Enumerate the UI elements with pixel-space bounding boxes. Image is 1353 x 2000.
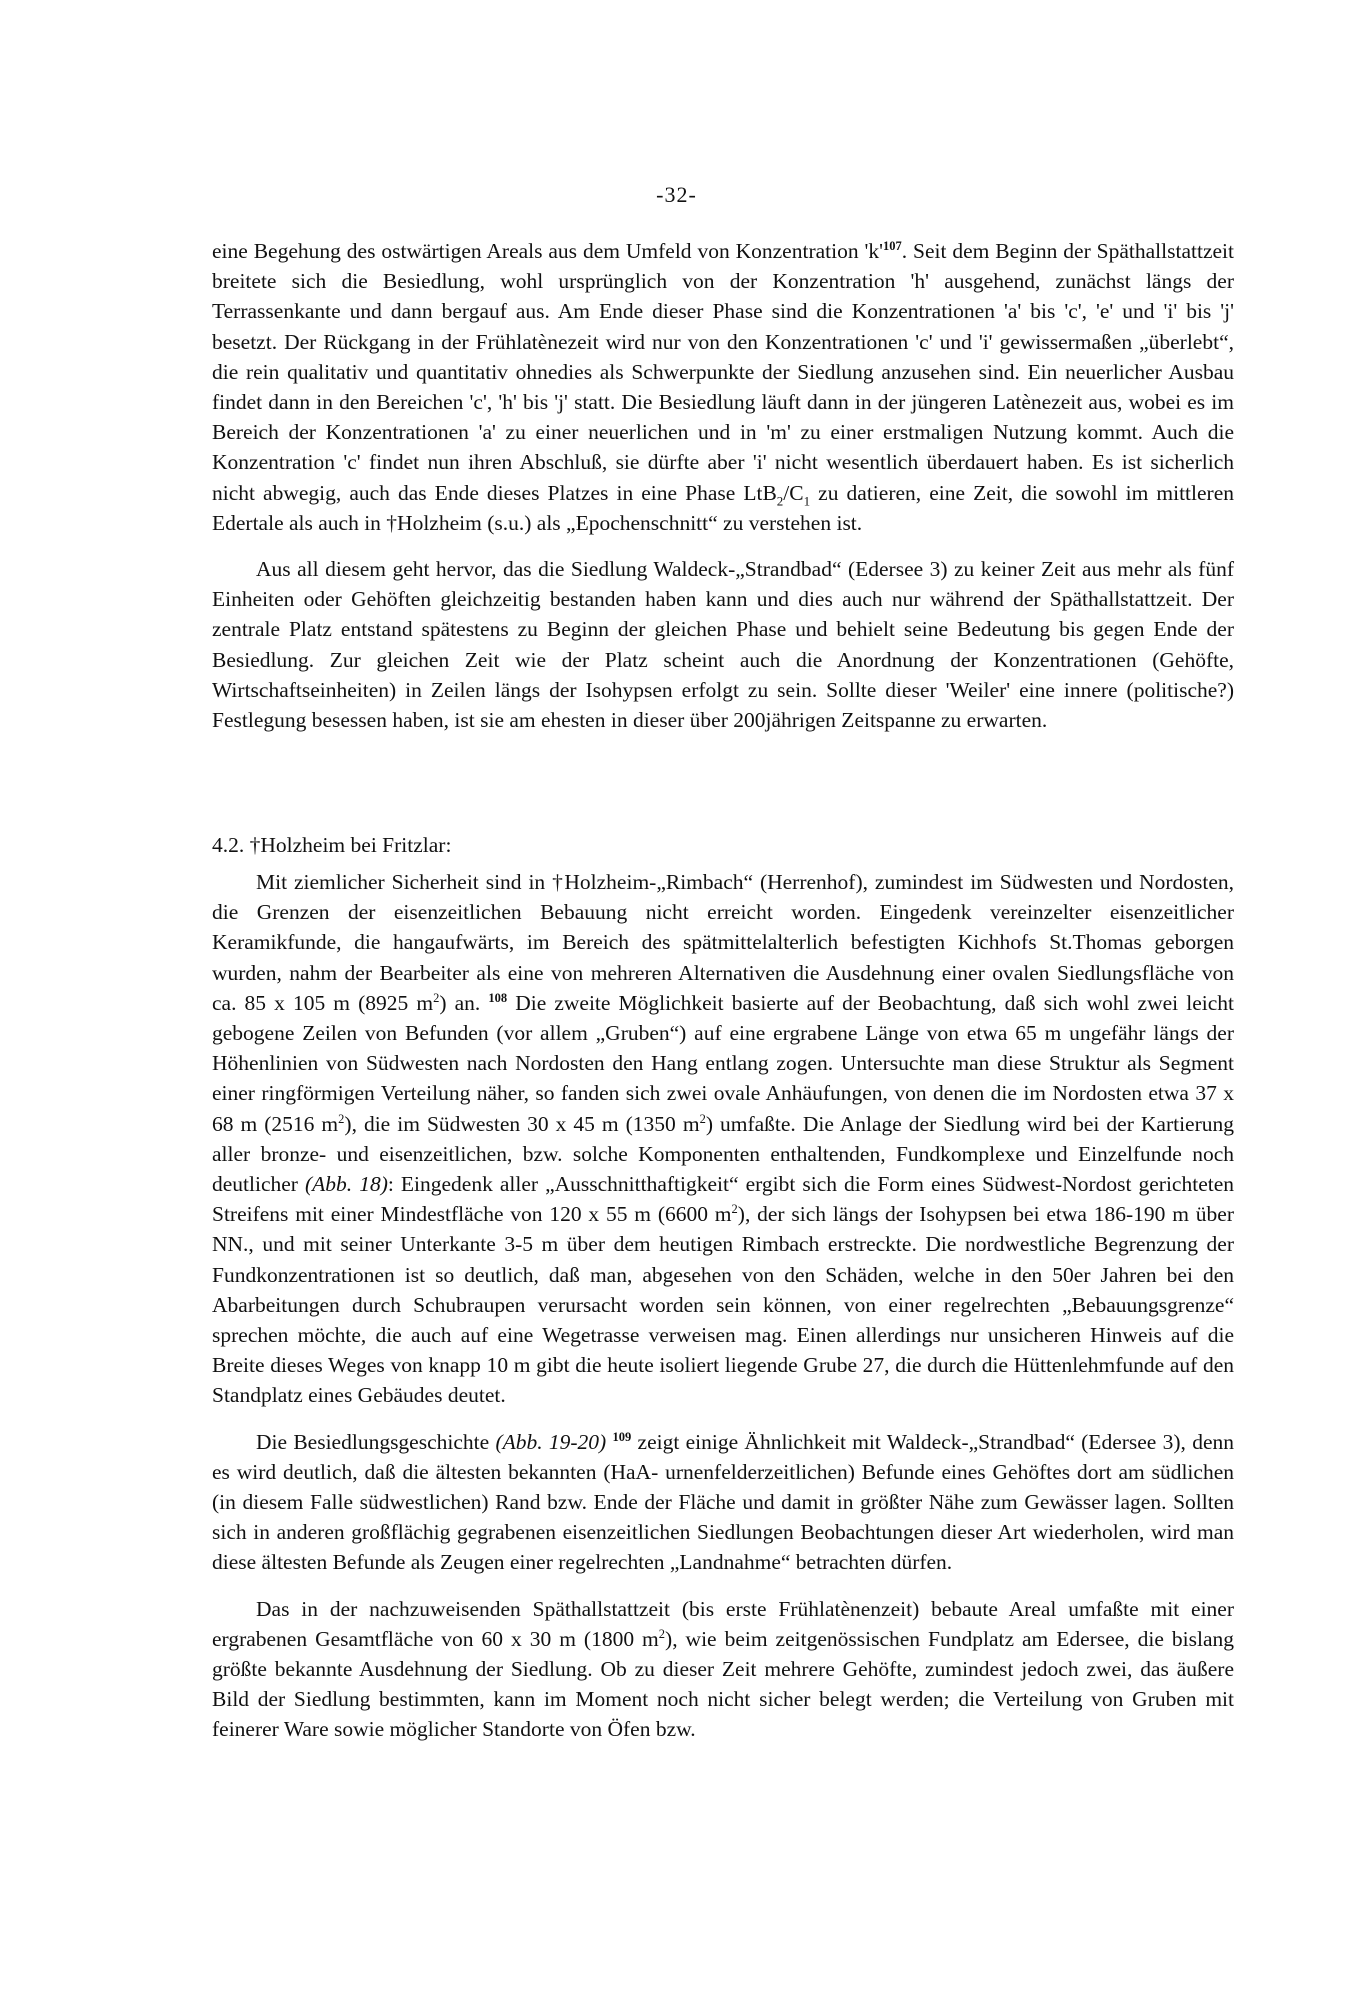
- superscript: 2: [731, 1202, 738, 1217]
- text-run: Mit ziemlicher Sicherheit sind in †Holzheim-„Rimbach“ (Herrenhof), zumindest im Südwesten und Nordosten, die Grenzen der eisenzeitlichen Bebauung nicht erreicht worden. Eingedenk vereinzelter eisenzeitlicher Keramikfunde, die hangaufwärts, im Bereich des spätmittelalterlich befestigten Kichhofs St.Thomas geborgen wurden, nahm der Bearbeiter als eine von mehreren Alternativen die Ausdehnung einer ovalen Siedlungsfläche von ca. 85 x 105 m (8925 m: [212, 870, 1234, 1015]
- text-run: Das in der nachzuweisenden Späthallstattzeit (bis erste Frühlatènenzeit) bebaute Areal umfaßte mit einer ergrabenen Gesamtfläche von 60 x 30 m (1800 m: [212, 1596, 1234, 1651]
- figure-reference[interactable]: (Abb. 19-20): [495, 1429, 607, 1454]
- text-run: ), wie beim zeitgenössischen Fundplatz am Edersee, die bislang größte bekannte Ausdehnung der Siedlung. Ob zu dieser Zeit mehrere Gehöfte, zumindest jedoch zwei, das äußere Bild der Siedlung bestimmten, kann im Moment noch nicht sicher belegt werden; die Verteilung von Gruben mit feinerer Ware sowie möglicher Standorte von Öfen bzw.: [212, 1626, 1234, 1742]
- subscript: 1: [803, 492, 811, 508]
- superscript: 2: [433, 990, 440, 1005]
- paragraph-5: [212, 1594, 1234, 1745]
- figure-reference[interactable]: (Abb. 18): [305, 1172, 388, 1197]
- text-run: zu datieren, eine Zeit, die sowohl im mittleren Edertale als auch in †Holzheim (s.u.) als „Epochenschnitt“ zu verstehen ist.: [212, 480, 1234, 535]
- superscript: 2: [338, 1111, 345, 1126]
- section-heading: 4.2. †Holzheim bei Fritzlar:: [212, 833, 452, 857]
- text-run: ), der sich längs der Isohypsen bei etwa 186-190 m über NN., und mit seiner Unterkante 3-5 m über dem heutigen Rimbach erstreckte. Die nordwestliche Begrenzung der Fundkonzentrationen ist so deutlich, daß man, abgesehen von den Schäden, welche in den 50er Jahren bei den Abarbeitungen durch Schubraupen verursacht worden sein können, von einer regelrechten „Bebauungsgrenze“ sprechen möchte, die auch auf eine Wegetrasse verweisen mag. Einen allerdings nur unsicheren Hinweis auf die Breite dieses Weges von knapp 10 m gibt die heute isoliert liegende Grube 27, die durch die Hüttenlehmfunde auf den Standplatz eines Gebäudes deutet.: [212, 1202, 1234, 1408]
- footnote-ref-109[interactable]: 109: [612, 1429, 632, 1444]
- text-run: ), die im Südwesten 30 x 45 m (1350 m: [344, 1111, 700, 1136]
- text-run: ) an.: [439, 990, 481, 1015]
- text-section-holzheim: [212, 867, 1234, 1761]
- superscript: 2: [658, 1626, 666, 1641]
- text-run: /C: [783, 480, 804, 505]
- text-section-edersee: [212, 236, 1234, 751]
- text-run: Die Besiedlungsgeschichte: [256, 1429, 496, 1454]
- footnote-ref-108[interactable]: 108: [488, 990, 508, 1005]
- text-run: zeigt einige Ähnlichkeit mit Waldeck-„Strandbad“ (Edersee 3), denn es wird deutlich, daß die ältesten bekannten (HaA- urnenfelderzeitlichen) Befunde eines Gehöftes dort am südlichen (in diesem Falle südwestlichen) Rand bzw. Ende der Fläche und damit in größter Nähe zum Gewässer lagen. Sollten sich in anderen großflächig gegrabenen eisenzeitlichen Siedlungen Beobachtungen dieser Art wiederholen, wird man diese ältesten Befunde als Zeugen einer regelrechten „Landnahme“ betrachten dürfen.: [212, 1429, 1234, 1575]
- text-run: : Eingedenk aller „Ausschnitthaftigkeit“ ergibt sich die Form eines Südwest-Nordost gerichteten Streifens mit einer Mindestfläche von 120 x 55 m (6600 m: [212, 1172, 1234, 1227]
- paragraph-3: [212, 867, 1234, 1411]
- subscript: 2: [776, 492, 784, 508]
- text-run: ) umfaßte. Die Anlage der Siedlung wird bei der Kartierung aller bronze- und eisenzeitlichen, bzw. solche Komponenten enthaltenden, Fundkomplexe und Einzelfunde noch deutlicher: [212, 1111, 1235, 1197]
- footnote-ref-107[interactable]: 107: [883, 238, 902, 253]
- paragraph-2: Aus all diesem geht hervor, das die Siedlung Waldeck-„Strandbad“ (Edersee 3) zu keiner Zeit aus mehr als fünf Einheiten oder Gehöften gleichzeitig bestanden haben kann und dies auch nur während der Späthallstattzeit. Der zentrale Platz entstand spätestens zu Beginn der gleichen Phase und behielt seine Bedeutung bis gegen Ende der Besiedlung. Zur gleichen Zeit wie der Platz scheint auch die Anordnung der Konzentrationen (Gehöfte, Wirtschaftseinheiten) in Zeilen längs der Isohypsen erfolgt zu sein. Sollte dieser 'Weiler' eine innere (politische?) Festlegung besessen haben, ist sie am ehesten in dieser über 200jährigen Zeitspanne zu erwarten.: [212, 557, 1234, 733]
- superscript: 2: [699, 1111, 706, 1126]
- text-run: . Seit dem Beginn der Späthallstattzeit breitete sich die Besiedlung, wohl ursprünglich von der Konzentration 'h' ausgehend, zunächst längs der Terrassenkante und dann bergauf aus. Am Ende dieser Phase sind die Konzentrationen 'a' bis 'c', 'e' und 'i' bis 'j' besetzt. Der Rückgang in der Frühlatènezeit wird nur von den Konzentrationen 'c' und 'i' gewissermaßen „überlebt“, die rein qualitativ und quantitativ ohnedies als Schwerpunkte der Siedlung anzusehen sind. Ein neuerlicher Ausbau findet dann in den Bereichen 'c', 'h' bis 'j' statt. Die Besiedlung läuft dann in der jüngeren Latènezeit aus, wobei es im Bereich der Konzentrationen 'a' zu einer neuerlichen und in 'm' zu einer erstmaligen Nutzung kommt. Auch die Konzentration 'c' findet nun ihren Abschluß, sie dürfte aber 'i' nicht wesentlich überdauert haben. Es ist sicherlich nicht abwegig, auch das Ende dieses Platzes in eine Phase LtB: [212, 239, 1234, 505]
- paragraph-1: [212, 236, 1234, 538]
- page-number: -32-: [656, 182, 697, 207]
- text-run: eine Begehung des ostwärtigen Areals aus dem Umfeld von Konzentration 'k': [212, 239, 883, 263]
- text-run: Die zweite Möglichkeit basierte auf der Beobachtung, daß sich wohl zwei leicht gebogene Zeilen von Befunden (vor allem „Gruben“) auf eine ergrabene Länge von etwa 65 m ungefähr längs der Höhenlinien von Südwesten nach Nordosten den Hang entlang zogen. Untersuchte man diese Struktur als Segment einer ringförmigen Verteilung näher, so fanden sich zwei ovale Anhäufungen, von denen die im Nordosten etwa 37 x 68 m (2516 m: [212, 990, 1234, 1136]
- paragraph-4: [212, 1427, 1234, 1578]
